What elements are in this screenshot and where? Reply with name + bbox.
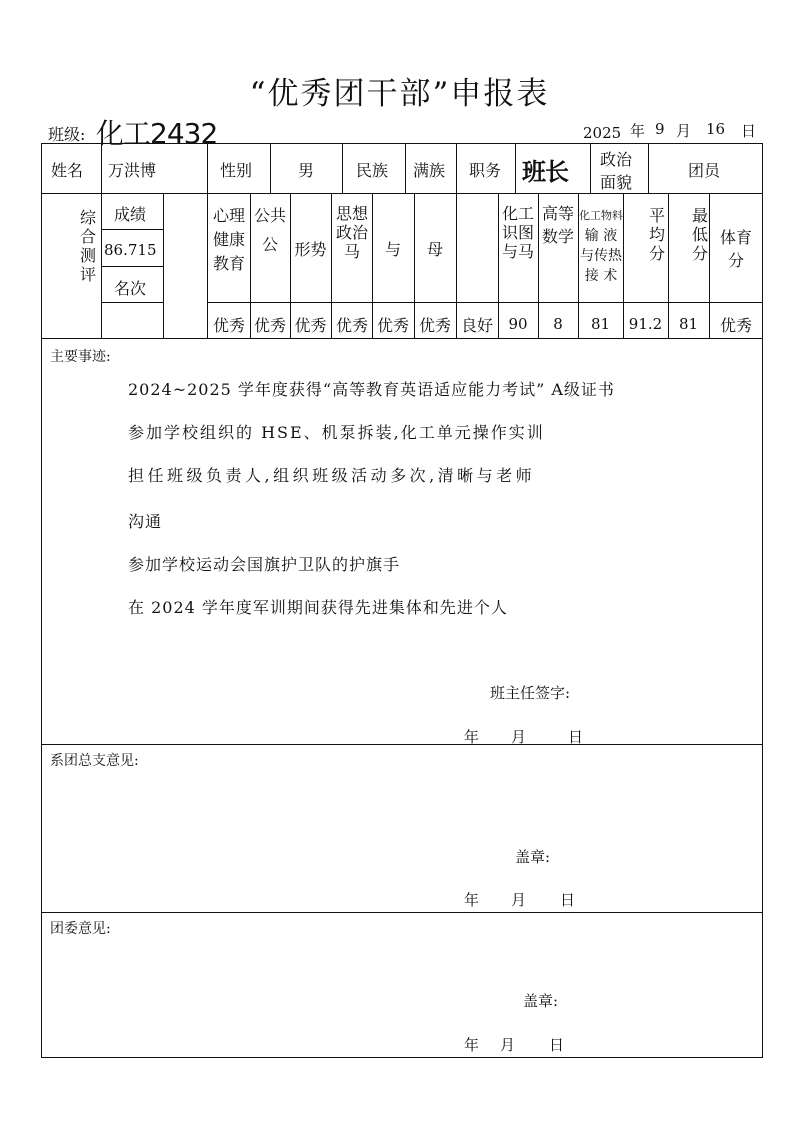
class-label: 班级: (48, 125, 86, 144)
grade-11: 91.2 (628, 315, 663, 333)
date-year-unit: 年 (630, 122, 646, 140)
political-label-2: 面貌 (600, 173, 633, 192)
league-date-day: 日 (549, 1036, 565, 1054)
class-value: 化工2432 (96, 117, 218, 150)
name-label: 姓名 (51, 161, 84, 180)
grade-12: 81 (678, 315, 699, 333)
evaluation-label-char: 评 (79, 265, 96, 284)
deed-item-2: 参加学校组织的 HSE、机泵拆装,化工单元操作实训 (128, 423, 545, 442)
name-value: 万洪博 (108, 161, 157, 180)
deed-item-5: 参加学校运动会国旗护卫队的护旗手 (128, 555, 401, 574)
position-label: 职务 (469, 161, 502, 180)
evaluation-label-char: 综 (79, 208, 96, 227)
dept-opinion-label: 系团总支意见: (50, 753, 139, 769)
gender-value: 男 (298, 161, 315, 180)
grade-5: 优秀 (376, 316, 409, 335)
grade-2: 优秀 (253, 316, 286, 335)
date-year: 2025 (583, 124, 622, 142)
grade-3: 优秀 (294, 316, 327, 335)
dept-date-year: 年 (464, 891, 480, 909)
gender-label: 性别 (220, 161, 253, 180)
grade-9: 8 (553, 315, 563, 333)
date-day-unit: 日 (741, 122, 757, 140)
dept-stamp-label: 盖章: (515, 848, 551, 866)
deed-item-3: 担任班级负责人,组织班级活动多次,清晰与老师 (128, 466, 536, 485)
deeds-date-month: 月 (511, 728, 527, 746)
dept-date-month: 月 (511, 891, 527, 909)
course-header-13: 体育 分 (719, 228, 752, 270)
teacher-sign-label: 班主任签字: (490, 684, 571, 702)
political-value: 团员 (688, 161, 721, 180)
score-value: 86.715 (104, 241, 157, 259)
course-header-2: 公共 公 (253, 206, 286, 254)
rank-label: 名次 (114, 279, 147, 298)
course-header-11: 平 均 分 (648, 206, 665, 263)
position-value: 班长 (522, 158, 568, 186)
date-day: 16 (706, 120, 726, 138)
course-header-6: 母 (426, 240, 443, 259)
league-opinion-label: 团委意见: (50, 921, 111, 937)
evaluation-label (78, 208, 98, 284)
grade-7: 良好 (460, 316, 493, 335)
deeds-label: 主要事迹: (50, 349, 111, 365)
date-month: 9 (655, 120, 665, 138)
course-header-12: 最 低 分 (691, 206, 708, 263)
grade-6: 优秀 (418, 316, 451, 335)
ethnicity-label: 民族 (356, 161, 389, 180)
course-header-3: 形势 (294, 240, 327, 259)
date-month-unit: 月 (676, 122, 692, 140)
evaluation-label-char: 测 (79, 246, 96, 265)
league-date-month: 月 (500, 1036, 516, 1054)
course-header-1: 心理 健康 教育 (212, 206, 245, 273)
page-title: “优秀团干部”申报表 (249, 76, 550, 112)
league-stamp-label: 盖章: (523, 992, 559, 1010)
course-header-5: 与 (384, 240, 401, 259)
score-label: 成绩 (114, 205, 147, 224)
league-date-year: 年 (464, 1036, 480, 1054)
political-label-1: 政治 (600, 150, 633, 169)
course-header-9: 高等 数学 (541, 204, 574, 246)
course-header-8: 化工 识图 与马 (501, 204, 534, 261)
deed-item-4: 沟通 (128, 512, 163, 531)
evaluation-label-char: 合 (79, 227, 96, 246)
deed-item-1: 2024~2025 学年度获得“高等教育英语适应能力考试” A级证书 (128, 380, 615, 399)
course-header-4: 思想 政治 马 (335, 204, 368, 261)
deeds-date-day: 日 (568, 728, 584, 746)
grade-8: 90 (508, 315, 528, 333)
grade-4: 优秀 (335, 316, 368, 335)
grade-10: 81 (590, 315, 611, 333)
deeds-date-year: 年 (464, 728, 480, 746)
ethnicity-value: 满族 (413, 161, 446, 180)
grade-13: 优秀 (719, 316, 752, 335)
grade-1: 优秀 (212, 316, 245, 335)
deed-item-6: 在 2024 学年度军训期间获得先进集体和先进个人 (128, 598, 508, 617)
course-header-10: 化工物料 输 液 与传热 接 术 (579, 209, 623, 284)
dept-date-day: 日 (560, 891, 576, 909)
